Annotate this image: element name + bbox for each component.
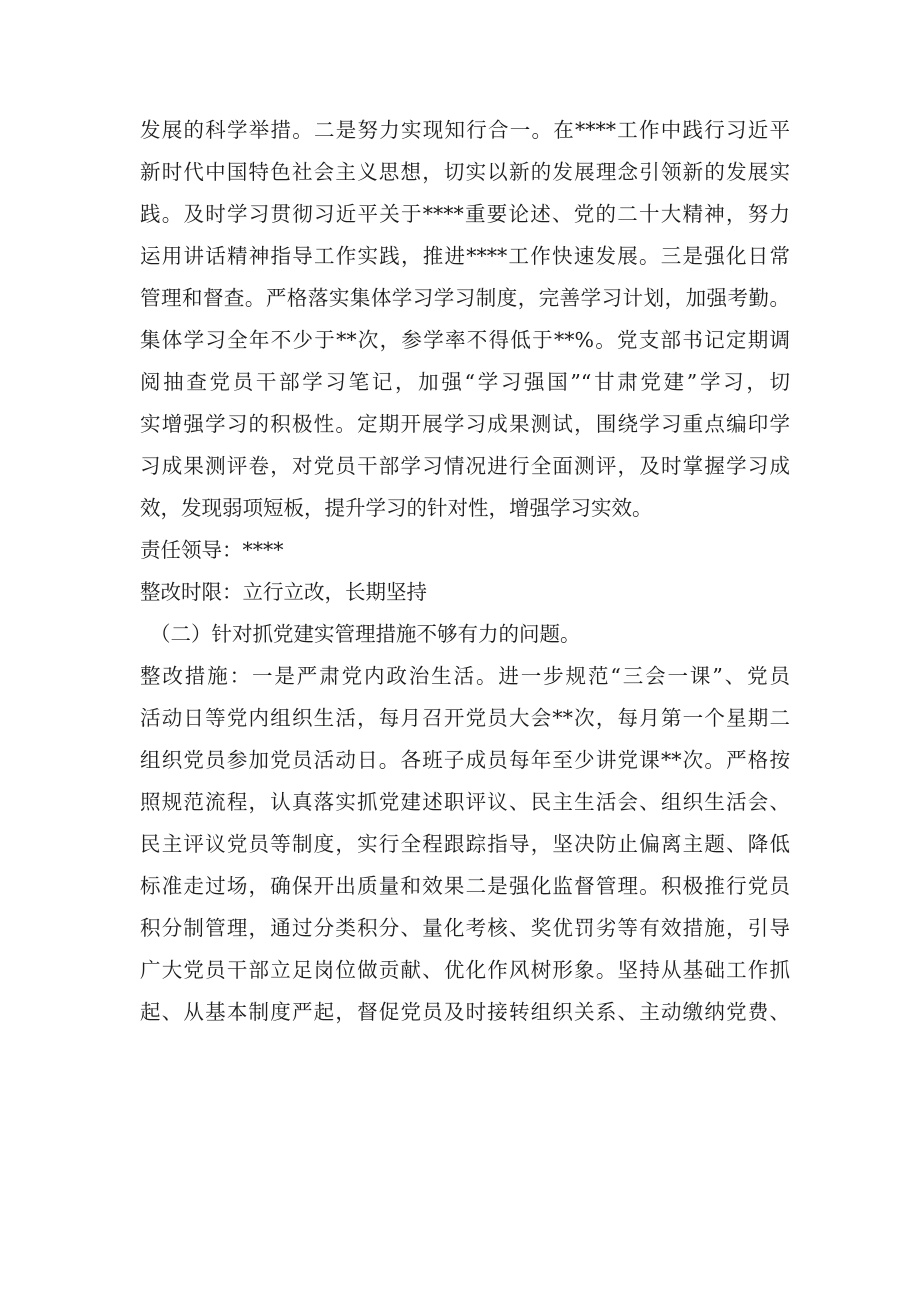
paragraph-line: 习成果测评卷，对党员干部学习情况进行全面测评，及时掌握学习成 — [140, 454, 790, 478]
paragraph-line: 效，发现弱项短板，提升学习的针对性，增强学习实效。 — [140, 496, 653, 520]
paragraph-line: 标准走过场，确保开出质量和效果二是强化监督管理。积极推行党员 — [140, 874, 790, 898]
paragraph-line: 运用讲话精神指导工作实践，推进****工作快速发展。三是强化日常 — [140, 244, 790, 268]
paragraph-line: 集体学习全年不少于**次，参学率不得低于**%。党支部书记定期调 — [140, 328, 790, 352]
paragraph-line: 民主评议党员等制度，实行全程跟踪指导，坚决防止偏离主题、降低 — [140, 832, 790, 856]
deadline-line: 整改时限：立行立改，长期坚持 — [140, 580, 427, 604]
paragraph-line: 积分制管理，通过分类积分、量化考核、奖优罚劣等有效措施，引导 — [140, 916, 790, 940]
paragraph-line: 活动日等党内组织生活，每月召开党员大会**次，每月第一个星期二 — [140, 706, 790, 730]
paragraph-line: 组织党员参加党员活动日。各班子成员每年至少讲党课**次。严格按 — [140, 748, 790, 772]
section-heading: （二）针对抓党建实管理措施不够有力的问题。 — [150, 622, 581, 646]
paragraph-line: 照规范流程，认真落实抓党建述职评议、民主生活会、组织生活会、 — [140, 790, 790, 814]
paragraph-line: 整改措施：一是严肃党内政治生活。进一步规范“三会一课”、党员 — [140, 664, 790, 688]
paragraph-line: 新时代中国特色社会主义思想，切实以新的发展理念引领新的发展实 — [140, 160, 790, 184]
paragraph-line: 起、从基本制度严起，督促党员及时接转组织关系、主动缴纳党费、 — [140, 1000, 790, 1024]
paragraph-line: 广大党员干部立足岗位做贡献、优化作风树形象。坚持从基础工作抓 — [140, 958, 790, 982]
paragraph-line: 发展的科学举措。二是努力实现知行合一。在****工作中践行习近平 — [140, 118, 790, 142]
paragraph-line: 践。及时学习贯彻习近平关于****重要论述、党的二十大精神，努力 — [140, 202, 790, 226]
paragraph-line: 实增强学习的积极性。定期开展学习成果测试，围绕学习重点编印学 — [140, 412, 790, 436]
paragraph-line: 阅抽查党员干部学习笔记，加强“学习强国”“甘肃党建”学习，切 — [140, 370, 790, 394]
paragraph-line: 管理和督查。严格落实集体学习学习制度，完善学习计划，加强考勤。 — [140, 286, 790, 310]
responsible-leader-line: 责任领导：**** — [140, 538, 284, 562]
